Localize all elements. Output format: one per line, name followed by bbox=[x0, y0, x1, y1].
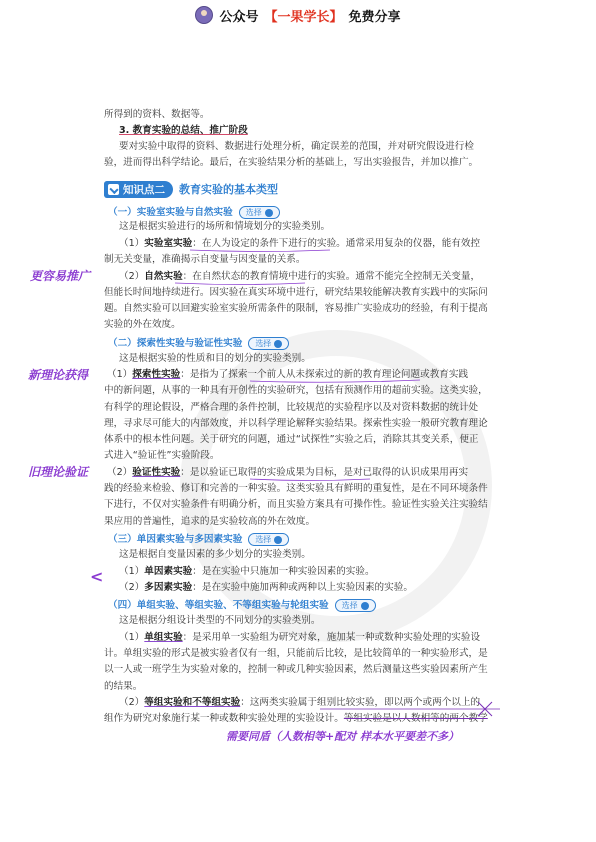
s4-a1-lead: （1） bbox=[119, 632, 145, 643]
s1-b1-term: 自然实验 bbox=[144, 271, 183, 282]
s4-b1-term: 等组实验和不等组实验 bbox=[144, 697, 241, 708]
s2-heading: （二）探索性实验与验证性实验 bbox=[108, 338, 243, 349]
s3-a-term: 单因素实验 bbox=[144, 566, 193, 577]
note-equal-groups: 需要同盾（人数相等+配对 样本水平要差不多） bbox=[226, 730, 460, 743]
s2-a3: 有科学的理论假设，严格合理的条件控制，比较规范的实验程序以及对资料数据的统计处 bbox=[104, 402, 479, 413]
s1-heading: （一）实验室实验与自然实验 bbox=[108, 207, 233, 218]
s1-a2: 制无关变量，准确揭示自变量与因变量的关系。 bbox=[104, 254, 306, 265]
badge-label: 选择 bbox=[341, 601, 358, 610]
s2-b1-text: ：是以验证已取得的实验成果为目标，是对已取得的认识成果用再实 bbox=[180, 467, 469, 478]
kp-tag-label: 知识点二 bbox=[123, 183, 165, 196]
s2-a2: 中的新问题，从事的一种具有开创性的实验研究，包括有预测作用的超前实验。这类实验， bbox=[104, 385, 488, 396]
s4-b1-text: ：这两类实验属于组别比较实验，即以两个或两个以上的 bbox=[240, 697, 481, 708]
s2-b3: 下进行，不仅对实验条件有明确分析，而且实验方案具有可操作性。验证性实验关注实验结 bbox=[104, 499, 488, 510]
s3-b-text: ：是在实验中施加两种或两种以上实验因素的实验。 bbox=[192, 582, 413, 593]
banner-highlight: 【一果学长】 bbox=[264, 9, 343, 25]
s2-a1-lead: （1） bbox=[107, 369, 133, 380]
s4-b1-lead: （2） bbox=[119, 697, 145, 708]
note-bracket-mark: < bbox=[90, 567, 104, 586]
s2-a1-text: ：是指为了探索一个前人从未探索过的新的教育理论问题或教育实践 bbox=[180, 369, 469, 380]
stroke-underline-3 bbox=[250, 380, 420, 382]
s4-a3: 以一人或一班学生为实验对象的，控制一种或几种实验因素，然后测量这些实验因素所产生 bbox=[104, 664, 488, 675]
s3-heading: （三）单因素实验与多因素实验 bbox=[108, 534, 243, 545]
intro-line1: 所得到的资料、数据等。 bbox=[104, 109, 210, 120]
s3-b-lead: （2） bbox=[119, 582, 145, 593]
s4-a1-term: 单组实验 bbox=[144, 632, 183, 643]
note-new-theory: 新理论获得 bbox=[28, 368, 89, 382]
intro-p1: 要对实验中取得的资料、数据进行处理分析，确定误差的范围，并对研究假设进行检 bbox=[119, 141, 474, 152]
note-old-theory: 旧理论验证 bbox=[28, 465, 89, 479]
s1-a1-term: 实验室实验 bbox=[144, 238, 193, 249]
s2-a1-term: 探索性实验 bbox=[132, 369, 181, 380]
badge-label: 选择 bbox=[255, 339, 272, 348]
s2-b1-lead: （2） bbox=[107, 467, 133, 478]
s1-b1-lead: （2） bbox=[119, 271, 145, 282]
banner-prefix: 公众号 bbox=[219, 9, 259, 25]
s2-intro: 这是根据实验的性质和目的划分的实验类别。 bbox=[119, 353, 311, 364]
s4-a4: 的结果。 bbox=[104, 681, 143, 692]
s2-a4: 理，寻求尽可能大的内部效度，并以科学理论解释实验结果。探索性实验一般研究教育理论 bbox=[104, 418, 488, 429]
intro-p2: 验，进而得出科学结论。最后，在实验结果分析的基础上，写出实验报告，并加以推广。 bbox=[104, 157, 479, 168]
stroke-underline-4 bbox=[250, 479, 370, 481]
s1-a1-text: ：在人为设定的条件下进行的实验。通常采用复杂的仪器，能有效控 bbox=[192, 238, 481, 249]
s4-a2: 计。单组实验的形式是被实验者仅有一组，只能前后比较，是比较简单的一种实验形式，是 bbox=[104, 648, 488, 659]
s1-b3: 题。自然实验可以回避实验室实验所需条件的限制，容易推广实验成功的经验，有利于提高 bbox=[104, 303, 488, 314]
s1-a1-lead: （1） bbox=[119, 238, 145, 249]
stroke-underline-1 bbox=[190, 250, 330, 252]
s2-b1-term: 验证性实验 bbox=[132, 467, 181, 478]
s1-b1-text: ：在自然状态的教育情境中进行的实验。通常不能完全控制无关变量， bbox=[182, 271, 481, 282]
s2-b4: 果应用的普遍性，追求的是实验较高的外在效度。 bbox=[104, 516, 316, 527]
s3-a-lead: （1） bbox=[119, 566, 145, 577]
s3-a-text: ：是在实验中只施加一种实验因素的实验。 bbox=[192, 566, 375, 577]
stage3-text: 3. 教育实验的总结、推广阶段 bbox=[119, 125, 248, 136]
badge-label: 选择 bbox=[255, 535, 272, 544]
note-easy-promote: 更容易推广 bbox=[30, 269, 91, 283]
s2-b2: 践的经验来检验、修订和完善的一种实验。这类实验具有鲜明的重复性，是在不同环境条件 bbox=[104, 483, 488, 494]
s1-intro: 这是根据实验进行的场所和情境划分的实验类别。 bbox=[119, 221, 331, 232]
s4-heading: （四）单组实验、等组实验、不等组实验与轮组实验 bbox=[108, 600, 329, 611]
s2-a5: 体系中的根本性问题。关于研究的问题，通过“试探性”实验之后，消除其其变关系，便正 bbox=[104, 434, 479, 445]
stroke-underline-2 bbox=[175, 283, 305, 285]
s4-intro: 这是根据分组设计类型的不同划分的实验类别。 bbox=[119, 615, 321, 626]
s2-a6: 式进入“验证性”实验阶段。 bbox=[104, 450, 220, 461]
badge-label: 选择 bbox=[245, 208, 262, 217]
banner-suffix: 免费分享 bbox=[348, 9, 401, 25]
s3-intro: 这是根据自变量因素的多少划分的实验类别。 bbox=[119, 549, 311, 560]
s4-a1-text: ：是采用单一实验组为研究对象，施加某一种或数种实验处理的实验设 bbox=[182, 632, 481, 643]
s1-b4: 实验的外在效度。 bbox=[104, 319, 181, 330]
s1-b2: 但能长时间地持续进行。因实验在真实环境中进行，研究结果较能解决教育实践中的实际问 bbox=[104, 287, 488, 298]
s4-b2-plain: 组作为研究对象施行某一种或数种实验处理的实验设计。 bbox=[104, 713, 344, 724]
s3-b-term: 多因素实验 bbox=[144, 582, 193, 593]
s4-b2-struck: 等组实验是以人数相等的两个教学 bbox=[343, 713, 488, 724]
kp-title: 教育实验的基本类型 bbox=[179, 183, 278, 196]
